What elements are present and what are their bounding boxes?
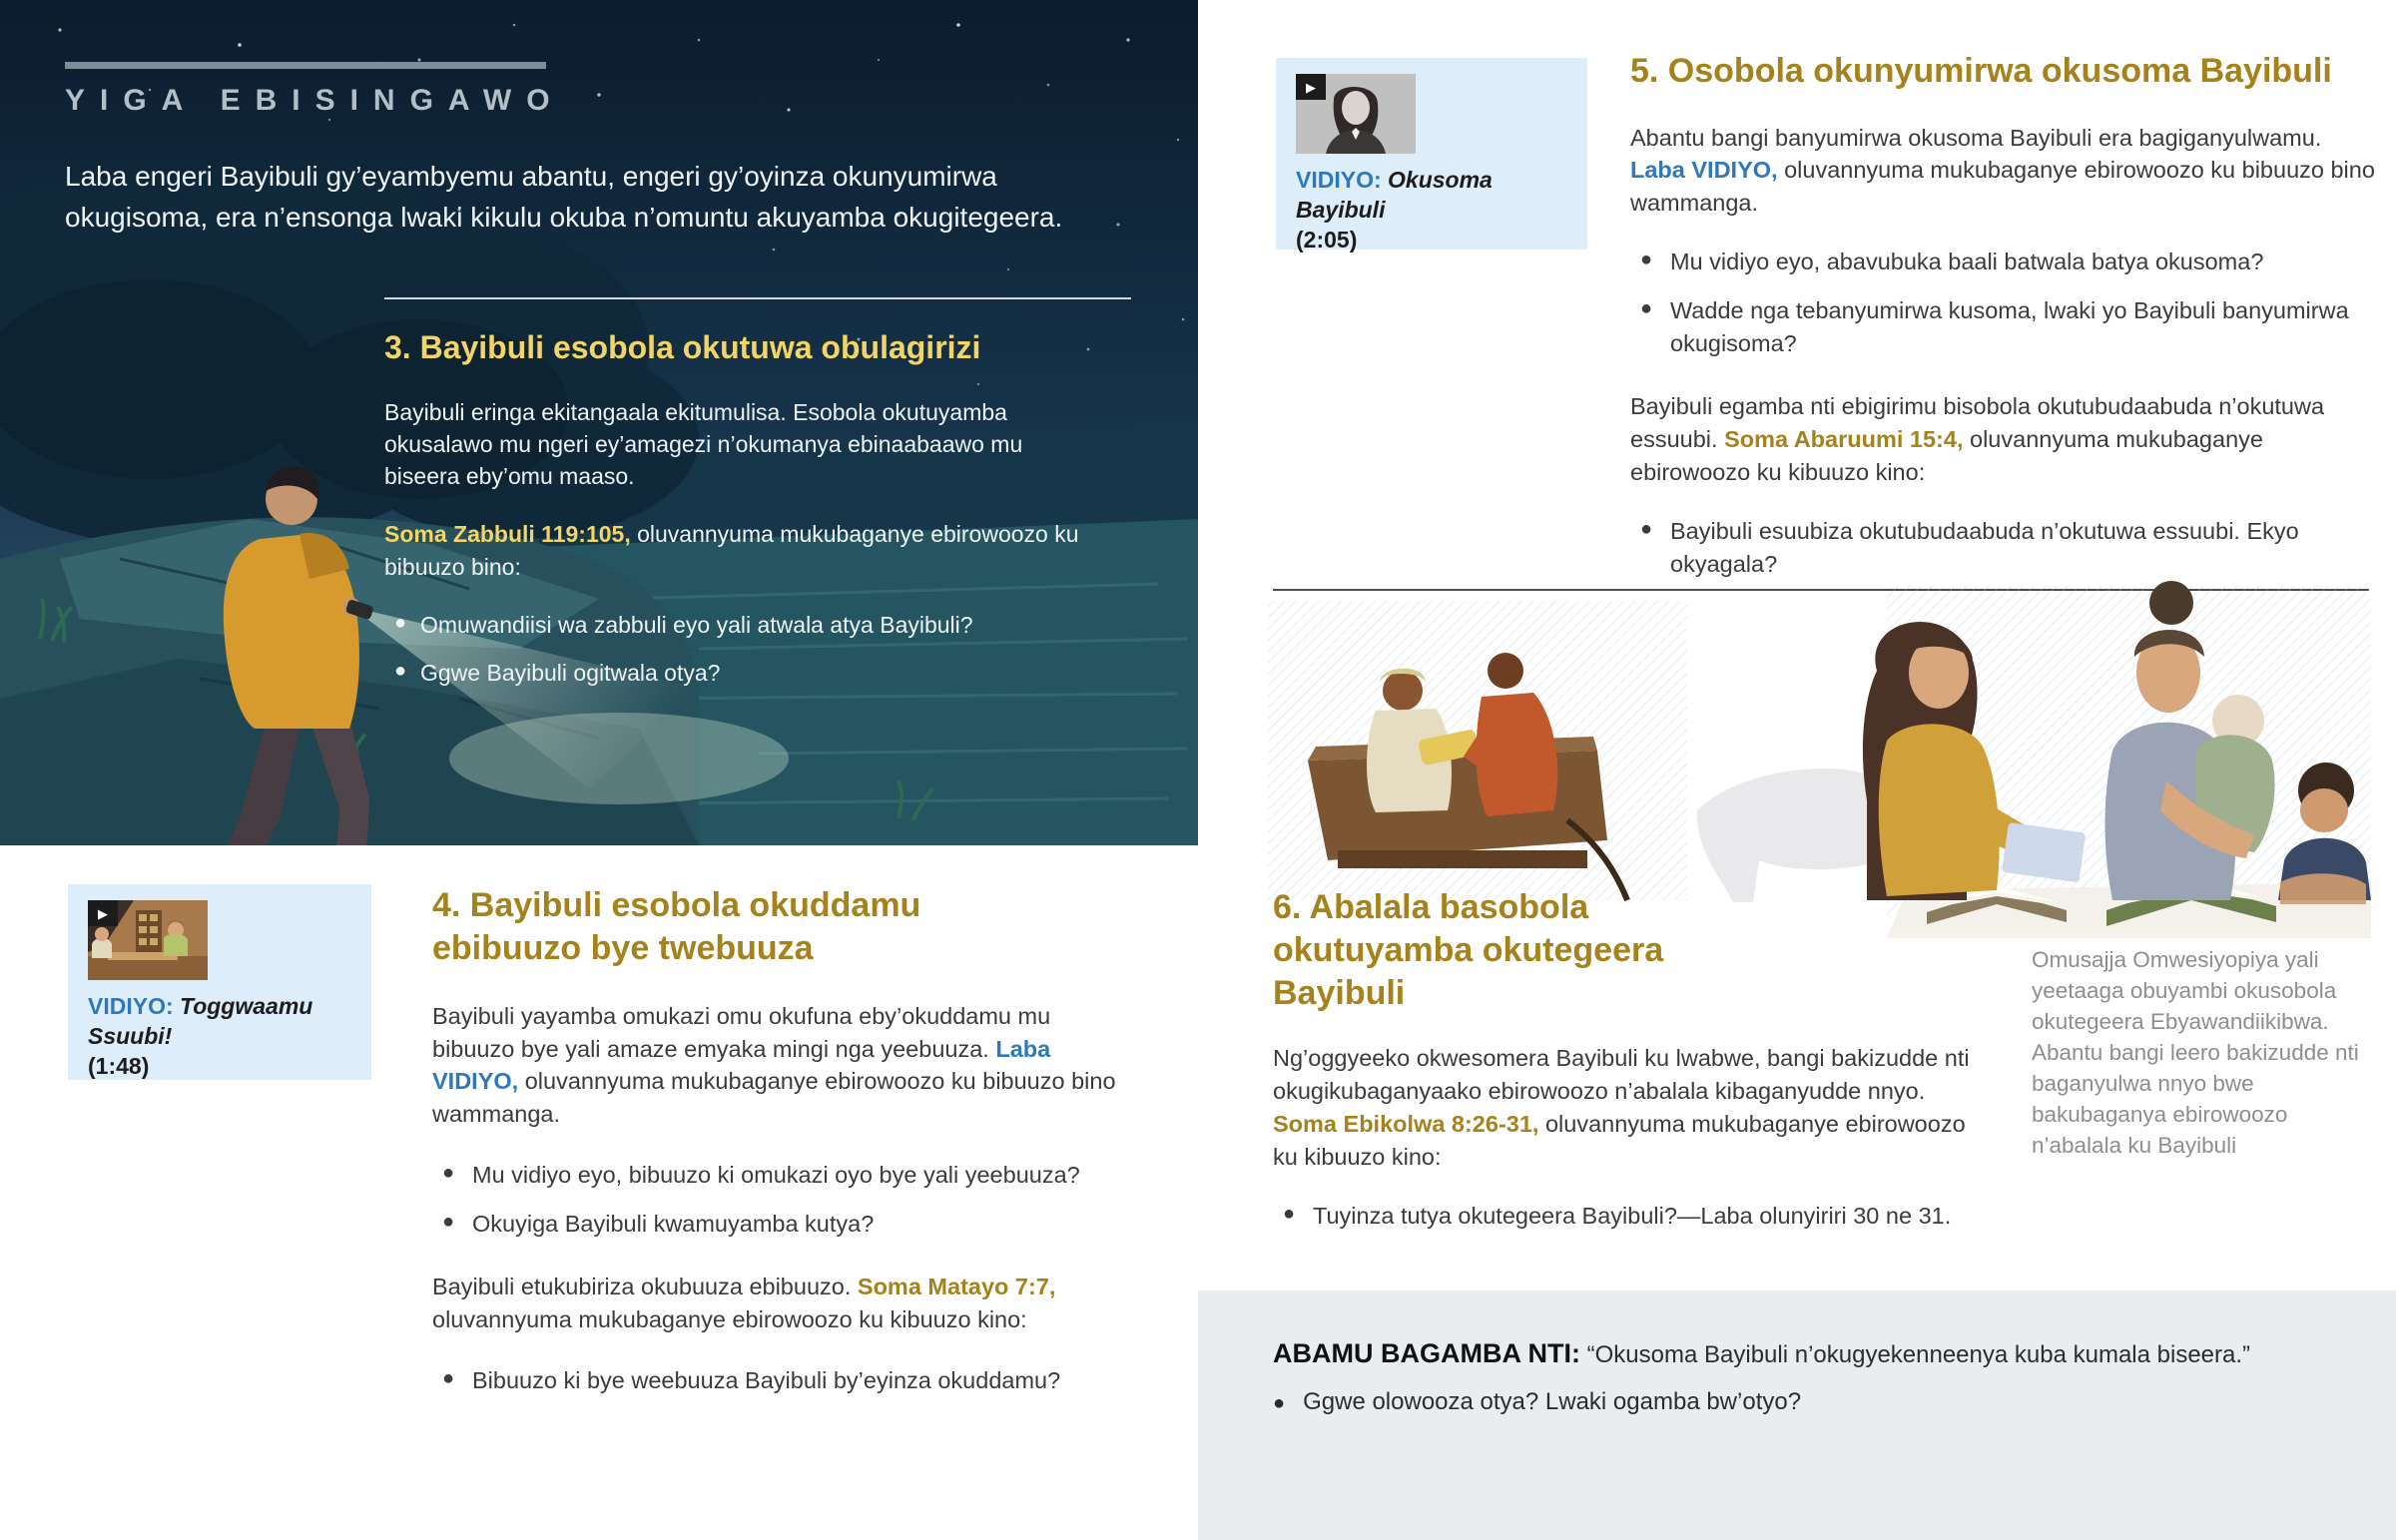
video-caption xyxy=(88,992,357,1082)
section-6-paragraph: Ng’oggyeeko okwesomera Bayibuli ku lwabwe, bangi bakizudde nti okugikubaganyaako ebirowoozo n’abalala kibaganyudde nnyo. Soma Ebikolwa 8:26-31, oluvannyuma mukubaganye ebirowoozo ku kibuuzo kino: xyxy=(1273,1045,1970,1171)
section-6-questions xyxy=(1273,1200,1984,1233)
some-say-box xyxy=(1198,1290,2396,1540)
video-card-toggwaamu-ssuubi[interactable] xyxy=(68,884,371,1080)
section-3 xyxy=(384,325,1088,719)
scripture-link-abaruumi-15-4[interactable]: Soma Abaruumi 15:4, xyxy=(1724,425,1964,452)
bullet-icon: ● xyxy=(1273,1392,1286,1414)
section-5-instruction: Bayibuli egamba nti ebigirimu bisobola okutubudaabuda n’okutuwa essuubi. Soma Abaruumi 15:4, oluvannyuma mukubaganye ebirowoozo ku kibuuzo kino: xyxy=(1630,392,2325,485)
bullet-icon: ● xyxy=(442,1162,455,1185)
bullet-icon: ● xyxy=(1640,249,1653,271)
video-label: VIDIYO: xyxy=(1296,167,1382,193)
list-item: ● Mu vidiyo eyo, abavubuka baali batwala batya okusoma? xyxy=(1630,246,2377,278)
bible-discussion-illustration xyxy=(1268,561,2371,938)
video-label: VIDIYO: xyxy=(88,993,174,1019)
list-item: ● Ggwe Bayibuli ogitwala otya? xyxy=(384,657,1088,689)
scripture-link-ebikolwa-8-26-31[interactable]: Soma Ebikolwa 8:26-31, xyxy=(1273,1111,1539,1138)
section-4-paragraph: Bayibuli yayamba omukazi omu okufuna eby’okuddamu mu bibuuzo bye yali amaze emyaka mingi nga yeebuuza. Laba VIDIYO, oluvannyuma mukubaganye ebirowoozo ku bibuuzo bino wammanga. xyxy=(432,1002,1116,1128)
section-4 xyxy=(432,884,1131,1427)
list-item: ● Bibuuzo ki bye weebuuza Bayibuli by’eyinza okuddamu? xyxy=(432,1364,1131,1397)
kicker-rule xyxy=(65,62,546,69)
section-5-heading: 5. Osobola okunyumirwa okusoma Bayibuli xyxy=(1630,52,2332,90)
section-5-paragraph: Abantu bangi banyumirwa okusoma Bayibuli era bagiganyulwamu. Laba VIDIYO, oluvannyuma mukubaganye ebirowoozo ku bibuuzo bino wammanga. xyxy=(1630,124,2375,217)
some-say-label: ABAMU BAGAMBA NTI: xyxy=(1273,1338,1580,1368)
section-4-questions-2 xyxy=(432,1364,1131,1397)
list-item: ● Bayibuli esuubiza okutubudaabuda n’okutuwa essuubi. Ekyo okyagala? xyxy=(1630,515,2377,581)
list-item: ● Wadde nga tebanyumirwa kusoma, lwaki yo Bayibuli banyumirwa okugisoma? xyxy=(1630,294,2377,360)
illustration-caption: Omusajja Omwesiyopiya yali yeetaaga obuyambi okusobola okutegeera Ebyawandiikibwa. Abantu bangi leero bakizudde nti baganyulwa nnyo bwe bakubaganya ebirowoozo n’abalala ku Bayibuli xyxy=(2032,947,2359,1159)
list-item: ● Tuyinza tutya okutegeera Bayibuli?—Laba olunyiriri 30 ne 31. xyxy=(1273,1200,1984,1233)
video-duration: (2:05) xyxy=(1296,226,1358,253)
video-duration: (1:48) xyxy=(88,1052,150,1079)
section-4-instruction: Bayibuli etukubiriza okubuuza ebibuuzo. Soma Matayo 7:7, oluvannyuma mukubaganye ebirowoozo ku kibuuzo kino: xyxy=(432,1274,1056,1332)
list-item: ● Omuwandiisi wa zabbuli eyo yali atwala atya Bayibuli? xyxy=(384,609,1088,641)
bullet-icon: ● xyxy=(394,659,407,682)
bullet-icon: ● xyxy=(1640,517,1653,540)
some-say-question: ● Ggwe olowooza otya? Lwaki ogamba bw’otyo? xyxy=(1273,1388,1802,1415)
bullet-icon: ● xyxy=(1640,297,1653,320)
watch-video-link[interactable]: Laba VIDIYO, xyxy=(1630,157,1778,184)
some-say-quote: “Okusoma Bayibuli n’okugyekenneenya kuba kumala biseera.” xyxy=(1579,1341,2251,1368)
video-thumbnail[interactable] xyxy=(1296,74,1416,154)
section-3-divider xyxy=(384,297,1131,299)
video-title[interactable]: Okusoma Bayibuli xyxy=(1296,167,1493,223)
video-thumbnail[interactable] xyxy=(88,900,208,980)
section-4-questions xyxy=(432,1159,1131,1241)
list-item: ● Mu vidiyo eyo, bibuuzo ki omukazi oyo bye yali yeebuuza? xyxy=(432,1159,1131,1192)
section-3-questions xyxy=(384,609,1088,689)
video-title[interactable]: Toggwaamu Ssuubi! xyxy=(88,993,313,1049)
section-5 xyxy=(1630,48,2377,610)
bullet-icon: ● xyxy=(394,611,407,634)
page-kicker: YIGA EBISINGAWO xyxy=(65,84,565,117)
video-card-okusoma-bayibuli[interactable] xyxy=(1276,58,1587,253)
play-icon[interactable]: ▶ xyxy=(1296,74,1326,100)
list-item: ● Okuyiga Bayibuli kwamuyamba kutya? xyxy=(432,1208,1131,1241)
lesson-intro: Laba engeri Bayibuli gy’eyambyemu abantu, engeri gy’oyinza okunyumirwa okugisoma, era n’ensonga lwaki kikulu okuba n’omuntu akuyamba okugitegeera. xyxy=(65,161,1063,234)
bullet-icon: ● xyxy=(1283,1203,1296,1226)
bullet-icon: ● xyxy=(442,1211,455,1234)
section-3-paragraph: Bayibuli eringa ekitangaala ekitumulisa. Esobola okutuyamba okusalawo mu ngeri ey’amagezi n’okumanya ebinaabaawo mu biseera eby’omu maaso. xyxy=(384,398,1023,490)
scripture-link-zabbuli-119-105[interactable]: Soma Zabbuli 119:105, xyxy=(384,521,631,548)
section-4-heading: 4. Bayibuli esobola okuddamu ebibuuzo bye twebuuza xyxy=(432,886,921,967)
watch-video-link[interactable]: Laba VIDIYO, xyxy=(432,1035,1051,1095)
section-6 xyxy=(1273,886,1984,1263)
play-icon[interactable]: ▶ xyxy=(88,900,118,926)
section-6-heading: 6. Abalala basobola okutuyamba okutegeera Bayibuli xyxy=(1273,888,1664,1012)
hero-illustration xyxy=(0,0,1198,845)
section-3-instruction: Soma Zabbuli 119:105, oluvannyuma mukubaganye ebirowoozo ku bibuuzo bino: xyxy=(384,521,1079,580)
scripture-link-matayo-7-7[interactable]: Soma Matayo 7:7, xyxy=(857,1274,1056,1299)
section-5-questions xyxy=(1630,246,2377,360)
chariot-and-family-study-art xyxy=(1268,561,2371,938)
video-caption xyxy=(1296,166,1565,256)
section-3-heading: 3. Bayibuli esobola okutuwa obulagirizi xyxy=(384,329,981,365)
bullet-icon: ● xyxy=(442,1366,455,1389)
some-say-statement xyxy=(1273,1335,2331,1373)
